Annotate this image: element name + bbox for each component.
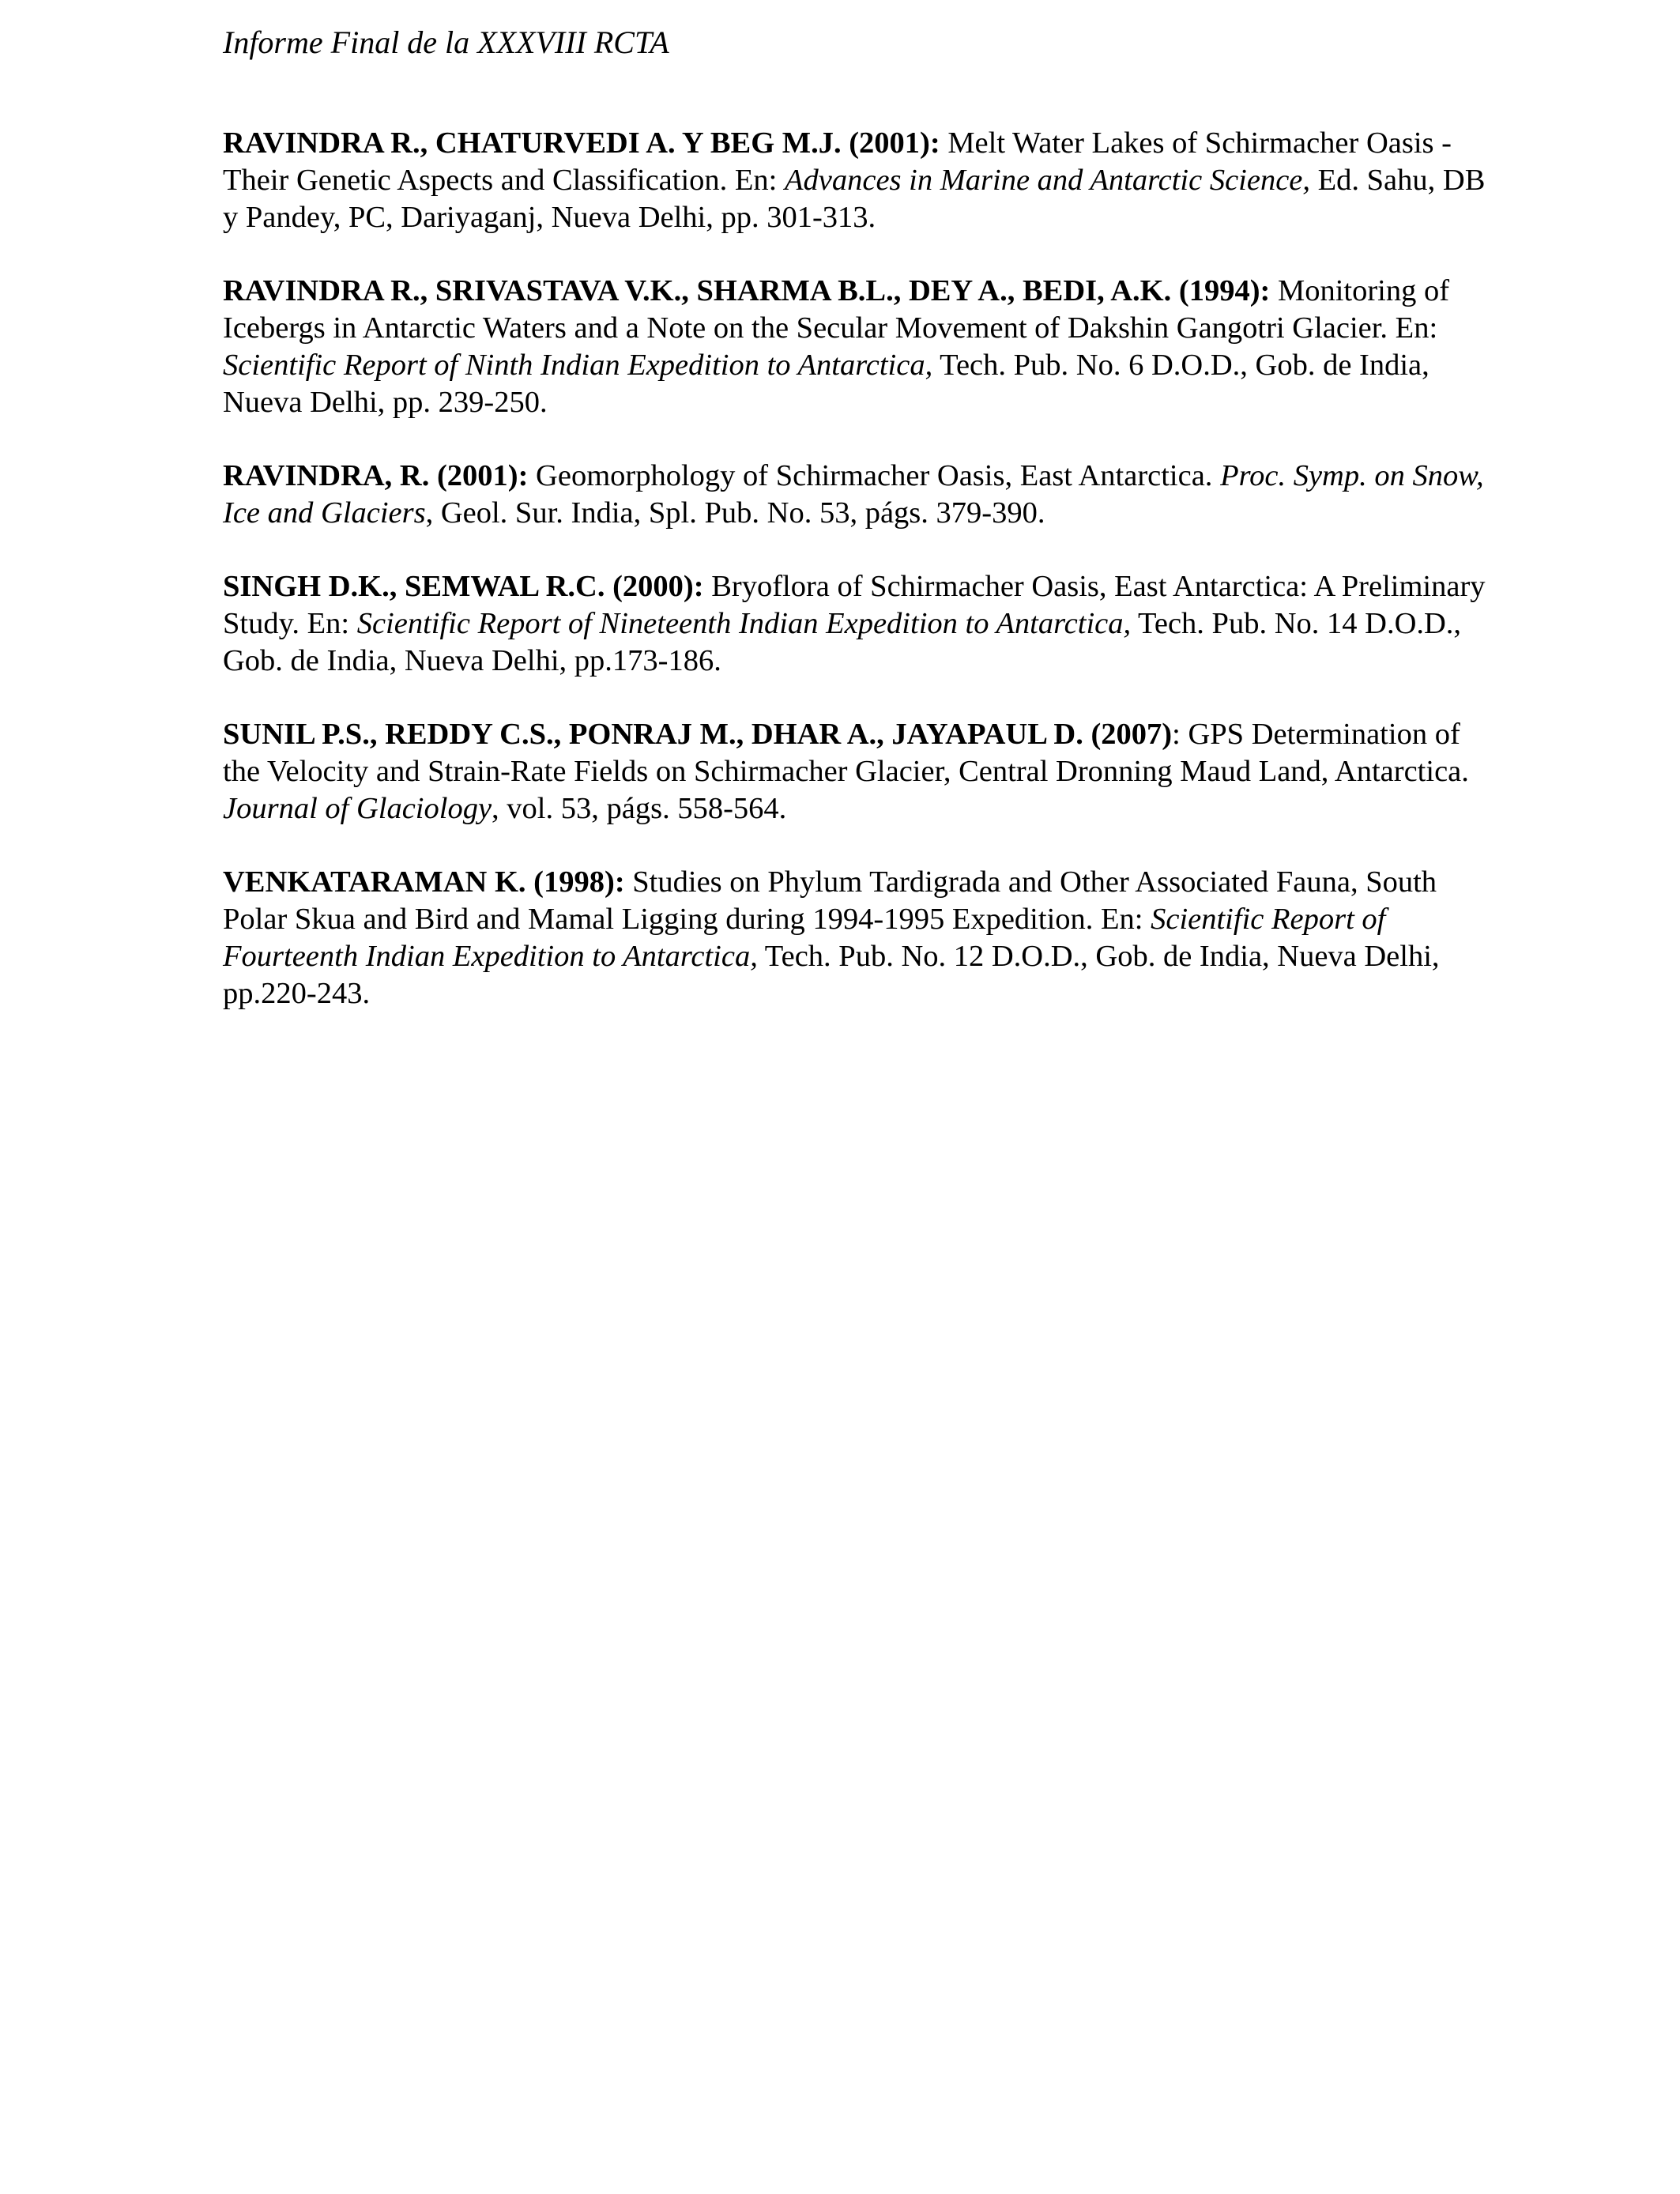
- reference-source: Journal of Glaciology: [223, 792, 492, 825]
- reference-authors: RAVINDRA R., CHATURVEDI A. Y BEG M.J. (2001):: [223, 126, 940, 160]
- reference-authors: VENKATARAMAN K. (1998):: [223, 865, 625, 899]
- reference-authors: SINGH D.K., SEMWAL R.C. (2000):: [223, 570, 704, 603]
- reference-details: Tech. Pub. No. 6 D.O.D., Gob. de India, Nueva Delhi, pp. 239-250.: [223, 349, 1430, 419]
- reference-details: , vol. 53, págs. 558-564.: [492, 792, 787, 825]
- reference-source: Scientific Report of Fourteenth Indian Expedition to Antarctica,: [223, 903, 1386, 973]
- reference-authors: RAVINDRA, R. (2001):: [223, 459, 529, 492]
- reference-item: [223, 864, 1487, 1012]
- reference-details: , Geol. Sur. India, Spl. Pub. No. 53, págs. 379-390.: [425, 496, 1045, 530]
- reference-title: Bryoflora of Schirmacher Oasis, East Antarctica: A Preliminary Study. En:: [223, 570, 1486, 640]
- running-header: Informe Final de la XXXVIII RCTA: [223, 25, 669, 60]
- reference-source: Proc. Symp. on Snow, Ice and Glaciers: [223, 459, 1484, 530]
- reference-item: [223, 568, 1487, 680]
- reference-list: [223, 125, 1487, 1049]
- reference-item: [223, 125, 1487, 236]
- reference-authors: SUNIL P.S., REDDY C.S., PONRAJ M., DHAR A., JAYAPAUL D. (2007): [223, 718, 1173, 751]
- reference-source: Scientific Report of Ninth Indian Expedition to Antarctica,: [223, 349, 933, 382]
- reference-title: Geomorphology of Schirmacher Oasis, East Antarctica.: [528, 459, 1221, 492]
- reference-details: Tech. Pub. No. 12 D.O.D., Gob. de India, Nueva Delhi, pp.220-243.: [223, 940, 1440, 1010]
- reference-details: Tech. Pub. No. 14 D.O.D., Gob. de India, Nueva Delhi, pp.173-186.: [223, 607, 1462, 677]
- reference-title: Monitoring of Icebergs in Antarctic Waters and a Note on the Secular Movement of Dakshin Gangotri Glacier. En:: [223, 274, 1450, 345]
- reference-item: [223, 458, 1487, 532]
- reference-title: Studies on Phylum Tardigrada and Other Associated Fauna, South Polar Skua and Bird and Mamal Ligging during 1994-1995 Expedition. En:: [223, 865, 1437, 936]
- reference-item: [223, 716, 1487, 827]
- reference-details: Ed. Sahu, DB y Pandey, PC, Dariyaganj, Nueva Delhi, pp. 301-313.: [223, 164, 1486, 234]
- reference-title: Melt Water Lakes of Schirmacher Oasis - Their Genetic Aspects and Classification. En:: [223, 126, 1452, 197]
- reference-item: [223, 273, 1487, 421]
- reference-title: : GPS Determination of the Velocity and Strain-Rate Fields on Schirmacher Glacier, Central Dronning Maud Land, Antarctica.: [223, 718, 1469, 788]
- reference-source: Scientific Report of Nineteenth Indian Expedition to Antarctica,: [356, 607, 1132, 640]
- reference-authors: RAVINDRA R., SRIVASTAVA V.K., SHARMA B.L., DEY A., BEDI, A.K. (1994):: [223, 274, 1271, 307]
- reference-source: Advances in Marine and Antarctic Science,: [785, 164, 1310, 197]
